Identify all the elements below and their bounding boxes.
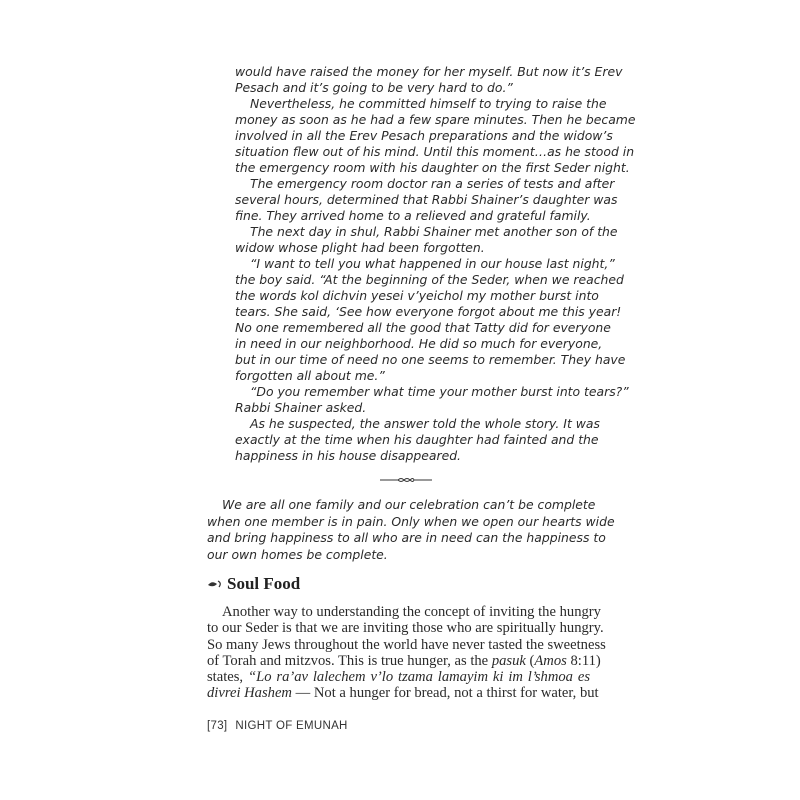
text-segment: We are all one family and our celebration can’t be complete [222,497,596,512]
text-segment: forgotten all about me.” [235,368,385,383]
lesson-paragraph [207,497,615,564]
text-line [235,112,636,128]
text-line [235,304,622,320]
text-line [235,256,615,272]
text-segment: the emergency room with his daughter on the first Seder night. [235,160,630,175]
text-segment: would have raised the money for her myself. But now it’s Erev [235,64,623,79]
section-heading [207,574,300,594]
text-segment: ( [525,652,535,669]
page-number: [73] [207,720,228,732]
text-line [235,80,590,96]
text-line [235,336,603,352]
text-line [207,547,590,564]
text-segment: widow whose plight had been forgotten. [235,240,485,255]
ornament-divider [380,475,432,485]
text-line [235,176,615,192]
text-segment: and bring happiness to all who are in need can the happiness to [207,530,606,546]
running-title: NIGHT OF EMUNAH [235,720,348,732]
text-segment: but in our time of need no one seems to remember. They have [235,352,626,367]
text-segment: happiness in his house disappeared. [235,448,461,463]
text-segment: of Torah and mitzvos. This is true hunger, as the [207,652,492,669]
text-line [207,530,606,547]
text-segment: Pesach and it’s going to be very hard to do.” [235,80,513,95]
text-line [207,636,606,653]
text-segment: tears. She said, ‘See how everyone forgot about me this year! [235,304,622,319]
text-line [235,448,590,464]
text-segment: — Not a hunger for bread, not a thirst for water, but [291,685,599,702]
text-segment: No one remembered all the good that Tatty did for everyone [235,320,611,335]
leaf-ornament-icon [207,579,223,589]
text-segment: to our Seder is that we are inviting those who are spiritually hungry. [207,620,604,637]
page-footer [207,720,348,732]
text-segment: fine. They arrived home to a relieved and grateful family. [235,208,591,223]
text-line [235,400,590,416]
text-line [235,384,629,400]
text-segment: when one member is in pain. Only when we open our hearts wide [207,513,615,529]
text-segment: pasuk [491,652,526,669]
text-line [235,144,635,160]
text-line [235,160,630,176]
text-segment: states, [207,669,248,686]
text-segment: money as soon as he had a few spare minutes. Then he became [235,112,636,127]
text-line [235,240,590,256]
text-segment: Rabbi Shainer asked. [235,400,367,415]
text-line [207,604,601,620]
text-line [235,128,613,144]
body-text [207,604,606,702]
text-segment: several hours, determined that Rabbi Shainer’s daughter was [235,192,618,207]
text-segment: Amos [534,652,567,669]
text-segment: “Do you remember what time your mother burst into tears?” [250,384,629,399]
text-line [235,272,624,288]
text-line [207,652,601,669]
text-segment: our own homes be complete. [207,547,388,563]
text-line [235,64,623,80]
text-segment: the boy said. “At the beginning of the Seder, when we reached [235,272,624,287]
text-line [235,96,607,112]
text-segment: “Lo ra’av lalechem v’lo tzama lamayim ki im l’shmoa es [247,669,590,686]
text-line [235,208,590,224]
text-line [207,685,599,702]
text-segment: Another way to understanding the concept of inviting the hungry [222,604,601,620]
text-line [207,497,596,514]
section-heading-text: Soul Food [227,574,301,593]
text-segment: The emergency room doctor ran a series of tests and after [250,176,615,191]
text-line [235,224,618,240]
text-line [207,513,615,531]
text-segment: Nevertheless, he committed himself to trying to raise the [250,96,607,111]
text-segment: So many Jews throughout the world have never tasted the sweetness [207,636,606,653]
text-line [235,352,626,368]
text-line [235,432,599,448]
text-line [235,320,611,336]
text-segment: in need in our neighborhood. He did so much for everyone, [235,336,603,351]
text-line [235,192,618,208]
text-line [235,288,599,304]
text-segment: “I want to tell you what happened in our house last night,” [250,256,615,271]
text-segment: The next day in shul, Rabbi Shainer met another son of the [250,224,618,239]
text-segment: divrei Hashem [207,685,292,702]
text-segment: exactly at the time when his daughter had fainted and the [235,432,599,447]
text-segment: situation flew out of his mind. Until this moment…as he stood in [235,144,635,159]
story-text [235,64,636,464]
text-line [207,669,590,685]
text-segment: As he suspected, the answer told the whole story. It was [250,416,600,431]
text-line [235,368,590,384]
text-line [235,416,600,432]
text-segment: 8:11) [566,652,601,669]
text-segment: the words kol dichvin yesei v’yeichol my mother burst into [235,288,599,303]
text-line [207,620,604,637]
text-segment: involved in all the Erev Pesach preparations and the widow’s [235,128,613,143]
